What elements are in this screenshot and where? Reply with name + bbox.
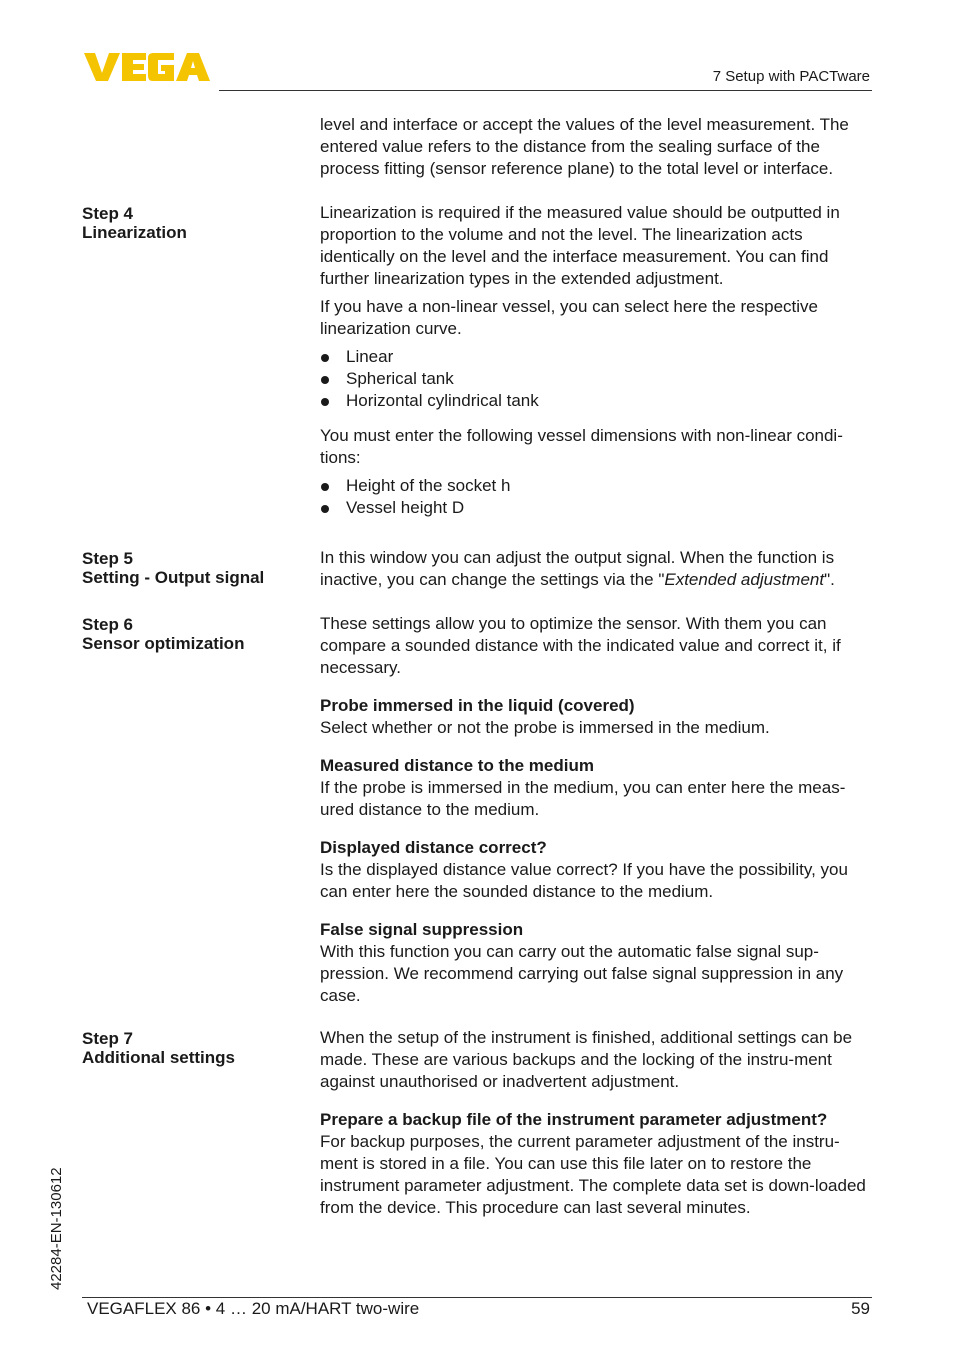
document-code: 42284-EN-130612 — [48, 1167, 65, 1290]
step4-paragraph-3: You must enter the following vessel dimensions with non-linear condi-tions: — [320, 426, 843, 467]
header-divider — [219, 90, 872, 91]
header-section-title: 7 Setup with PACTware — [712, 68, 870, 85]
step7-body — [320, 1027, 876, 1219]
bullet-icon — [321, 354, 329, 362]
step4-paragraph-1: Linearization is required if the measured value should be outputted in proportion to the volume and not the level. The linearization acts identically on the level and the interface measurement. You can find further linearization types in the extended adjustment. — [320, 203, 840, 288]
vessel-dimension-list — [320, 475, 876, 519]
list-item: Height of the socket h — [320, 475, 876, 497]
list-item: Horizontal cylindrical tank — [320, 390, 876, 412]
step7-title: Additional settings — [82, 1048, 235, 1067]
step6-sidebar — [82, 615, 244, 653]
bullet-icon — [321, 483, 329, 491]
step4-label: Step 4 — [82, 204, 134, 223]
step5-sidebar — [82, 549, 264, 587]
step4-sidebar — [82, 204, 187, 242]
footer-product: VEGAFLEX 86 • 4 … 20 mA/HART two-wire — [87, 1299, 420, 1318]
false-signal-text: With this function you can carry out the automatic false signal sup-pression. We recommend carrying out false signal suppression in any case. — [320, 942, 844, 1005]
intro-block — [320, 114, 876, 180]
step5-paragraph: In this window you can adjust the output signal. When the function is inactive, you can change the settings via the "Extended adjustment". — [320, 548, 835, 589]
footer-divider — [82, 1297, 872, 1298]
backup-heading: Prepare a backup file of the instrument parameter adjustment? — [320, 1110, 828, 1129]
measured-distance-text: If the probe is immersed in the medium, you can enter here the meas-ured distance to the medium. — [320, 778, 846, 819]
measured-distance-heading: Measured distance to the medium — [320, 756, 594, 775]
probe-immersed-heading: Probe immersed in the liquid (covered) — [320, 696, 635, 715]
step6-title: Sensor optimization — [82, 634, 245, 653]
list-item: Spherical tank — [320, 368, 876, 390]
list-item: Linear — [320, 346, 876, 368]
step4-paragraph-2: If you have a non-linear vessel, you can select here the respective linearization curve. — [320, 297, 819, 338]
vega-logo — [82, 50, 212, 84]
intro-paragraph: level and interface or accept the values of the level measurement. The entered value refers to the distance from the sealing surface of the process fitting (sensor reference plane) to the total level or interface. — [320, 115, 849, 178]
bullet-icon — [321, 376, 329, 384]
displayed-distance-text: Is the displayed distance value correct? If you have the possibility, you can enter here the sounded distance to the medium. — [320, 860, 848, 901]
step7-sidebar — [82, 1029, 235, 1067]
false-signal-heading: False signal suppression — [320, 920, 524, 939]
step7-label: Step 7 — [82, 1029, 134, 1048]
page-number: 59 — [851, 1299, 870, 1318]
backup-text: For backup purposes, the current parameter adjustment of the instru-ment is stored in a file. You can use this file later on to restore the instrument parameter adjustment. The complete data set is down-loaded from the device. This procedure can last several minutes. — [320, 1132, 866, 1217]
step5-body — [320, 547, 876, 591]
bullet-icon — [321, 398, 329, 406]
step5-title: Setting - Output signal — [82, 568, 265, 587]
probe-immersed-text: Select whether or not the probe is immersed in the medium. — [320, 718, 770, 737]
step7-paragraph-1: When the setup of the instrument is finished, additional settings can be made. These are various backups and the locking of the instru-ment against unauthorised or inadvertent adjustment. — [320, 1028, 853, 1091]
step4-body — [320, 202, 876, 519]
step6-label: Step 6 — [82, 615, 134, 634]
linearization-curve-list — [320, 346, 876, 412]
step6-body — [320, 613, 876, 1007]
step4-title: Linearization — [82, 223, 187, 242]
list-item: Vessel height D — [320, 497, 876, 519]
bullet-icon — [321, 505, 329, 513]
extended-adjustment-reference: Extended adjustment — [664, 570, 825, 589]
step6-paragraph-1: These settings allow you to optimize the sensor. With them you can compare a sounded distance with the indicated value and correct it, if necessary. — [320, 614, 841, 677]
step5-label: Step 5 — [82, 549, 134, 568]
displayed-distance-heading: Displayed distance correct? — [320, 838, 547, 857]
